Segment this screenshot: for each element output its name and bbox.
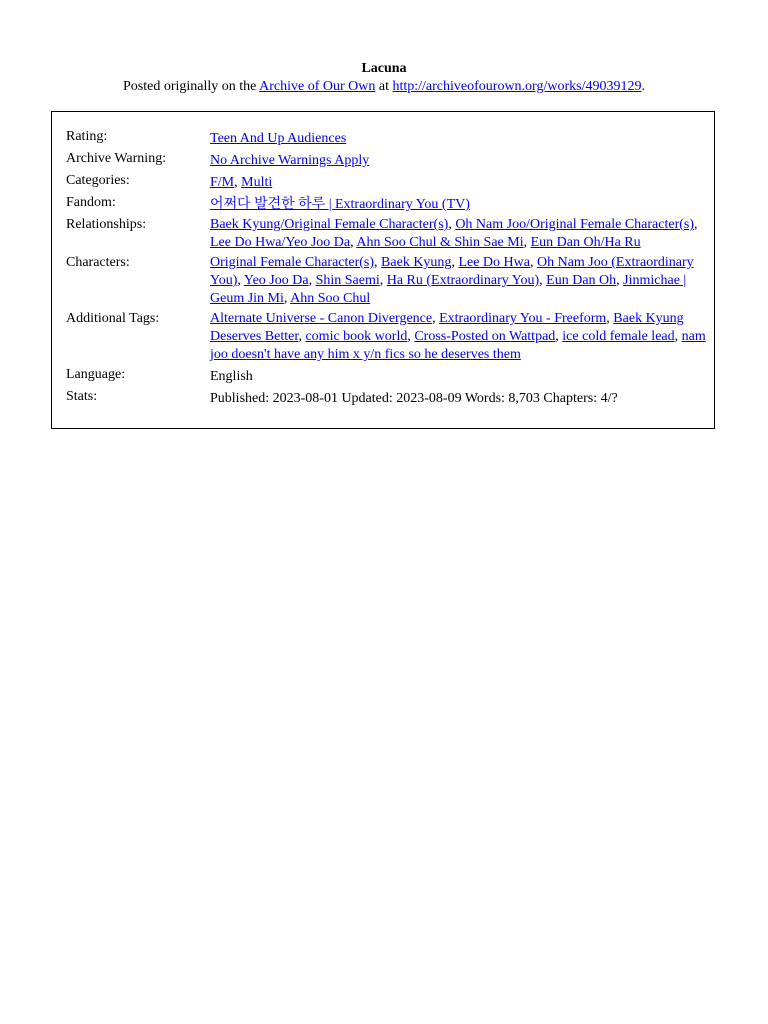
relationship-tag-link[interactable]: Eun Dan Oh/Ha Ru xyxy=(530,235,641,250)
additional-tags-value: Alternate Universe - Canon Divergence, Extraordinary You - Freeform, Baek Kyung Deserves Better, comic book world, Cross-Posted on Wattpad, ice cold female lead, nam joo doesn't have any him x y/n fics so he deserves them xyxy=(210,311,706,362)
rating-row xyxy=(66,128,706,148)
warning-tag-link[interactable]: No Archive Warnings Apply xyxy=(210,153,370,168)
category-tag-link[interactable]: F/M xyxy=(210,175,235,190)
fandom-label: Fandom: xyxy=(66,195,116,210)
freeform-tag-link[interactable]: Cross-Posted on Wattpad xyxy=(414,329,556,344)
at-text: at xyxy=(375,79,393,94)
characters-value: Original Female Character(s), Baek Kyung, Lee Do Hwa, Oh Nam Joo (Extraordinary You), Yeo Joo Da, Shin Saemi, Ha Ru (Extraordinary You), Eun Dan Oh, Jinmichae | Geum Jin Mi, Ahn Soo Chul xyxy=(210,255,694,306)
warning-value xyxy=(210,150,706,170)
character-tag-link[interactable]: Oh Nam Joo (Extraordinary You) xyxy=(210,255,694,288)
freeform-tag-link[interactable]: nam joo doesn't have any him x y/n fics so he deserves them xyxy=(210,329,706,362)
fandom-value xyxy=(210,194,706,214)
additional-tags-row xyxy=(66,310,706,364)
work-metadata-table xyxy=(66,128,706,410)
stats-label: Stats: xyxy=(66,389,98,404)
character-tag-link[interactable]: Yeo Joo Da xyxy=(243,273,309,288)
categories-row xyxy=(66,172,706,192)
rating-label: Rating: xyxy=(66,129,108,144)
character-tag-link[interactable]: Jinmichae | Geum Jin Mi xyxy=(210,273,687,306)
freeform-tag-link[interactable]: ice cold female lead xyxy=(562,329,675,344)
fandom-row xyxy=(66,194,706,214)
categories-value: F/M, Multi xyxy=(210,175,273,190)
stats-value: Published: 2023-08-01 Updated: 2023-08-09 Words: 8,703 Chapters: 4/? xyxy=(210,391,618,406)
relationships-label: Relationships: xyxy=(66,217,147,232)
work-metadata-box xyxy=(51,111,715,429)
relationship-tag-link[interactable]: Oh Nam Joo/Original Female Character(s) xyxy=(455,217,695,232)
work-url-link[interactable]: http://archiveofourown.org/works/49039129 xyxy=(392,79,642,94)
relationship-tag-link[interactable]: Lee Do Hwa/Yeo Joo Da xyxy=(210,235,351,250)
character-tag-link[interactable]: Eun Dan Oh xyxy=(546,273,617,288)
freeform-tag-link[interactable]: Extraordinary You - Freeform xyxy=(439,311,607,326)
categories-label: Categories: xyxy=(66,173,130,188)
character-tag-link[interactable]: Original Female Character(s) xyxy=(210,255,375,270)
warning-row xyxy=(66,150,706,170)
freeform-tag-link[interactable]: comic book world xyxy=(305,329,408,344)
relationships-row xyxy=(66,216,706,252)
fandom-tag-link[interactable]: 어쩌다 발견한 하루 | Extraordinary You (TV) xyxy=(210,197,470,212)
posted-line xyxy=(0,78,768,96)
relationships-value: Baek Kyung/Original Female Character(s), Oh Nam Joo/Original Female Character(s), Lee Do Hwa/Yeo Joo Da, Ahn Soo Chul & Shin Sae Mi, Eun Dan Oh/Ha Ru xyxy=(210,217,698,250)
language-label: Language: xyxy=(66,367,126,382)
warning-label: Archive Warning: xyxy=(66,151,167,166)
rating-tag-link[interactable]: Teen And Up Audiences xyxy=(210,131,347,146)
character-tag-link[interactable]: Ahn Soo Chul xyxy=(290,291,371,306)
work-title: Lacuna xyxy=(361,61,407,76)
relationship-tag-link[interactable]: Ahn Soo Chul & Shin Sae Mi xyxy=(356,235,524,250)
character-tag-link[interactable]: Lee Do Hwa xyxy=(458,255,530,270)
language-row xyxy=(66,366,706,386)
category-tag-link[interactable]: Multi xyxy=(241,175,273,190)
additional-tags-label: Additional Tags: xyxy=(66,311,160,326)
language-value: English xyxy=(210,369,253,384)
work-header xyxy=(0,60,768,96)
relationship-tag-link[interactable]: Baek Kyung/Original Female Character(s) xyxy=(210,217,449,232)
character-tag-link[interactable]: Shin Saemi xyxy=(315,273,380,288)
freeform-tag-link[interactable]: Alternate Universe - Canon Divergence xyxy=(210,311,433,326)
characters-label: Characters: xyxy=(66,255,130,270)
period: . xyxy=(641,79,645,94)
archive-link[interactable]: Archive of Our Own xyxy=(259,79,376,94)
posted-prefix: Posted originally on the xyxy=(123,79,260,94)
character-tag-link[interactable]: Baek Kyung xyxy=(381,255,452,270)
characters-row xyxy=(66,254,706,308)
character-tag-link[interactable]: Ha Ru (Extraordinary You) xyxy=(386,273,540,288)
rating-value xyxy=(210,128,706,148)
freeform-tag-link[interactable]: Baek Kyung Deserves Better xyxy=(210,311,684,344)
stats-row xyxy=(66,388,706,408)
